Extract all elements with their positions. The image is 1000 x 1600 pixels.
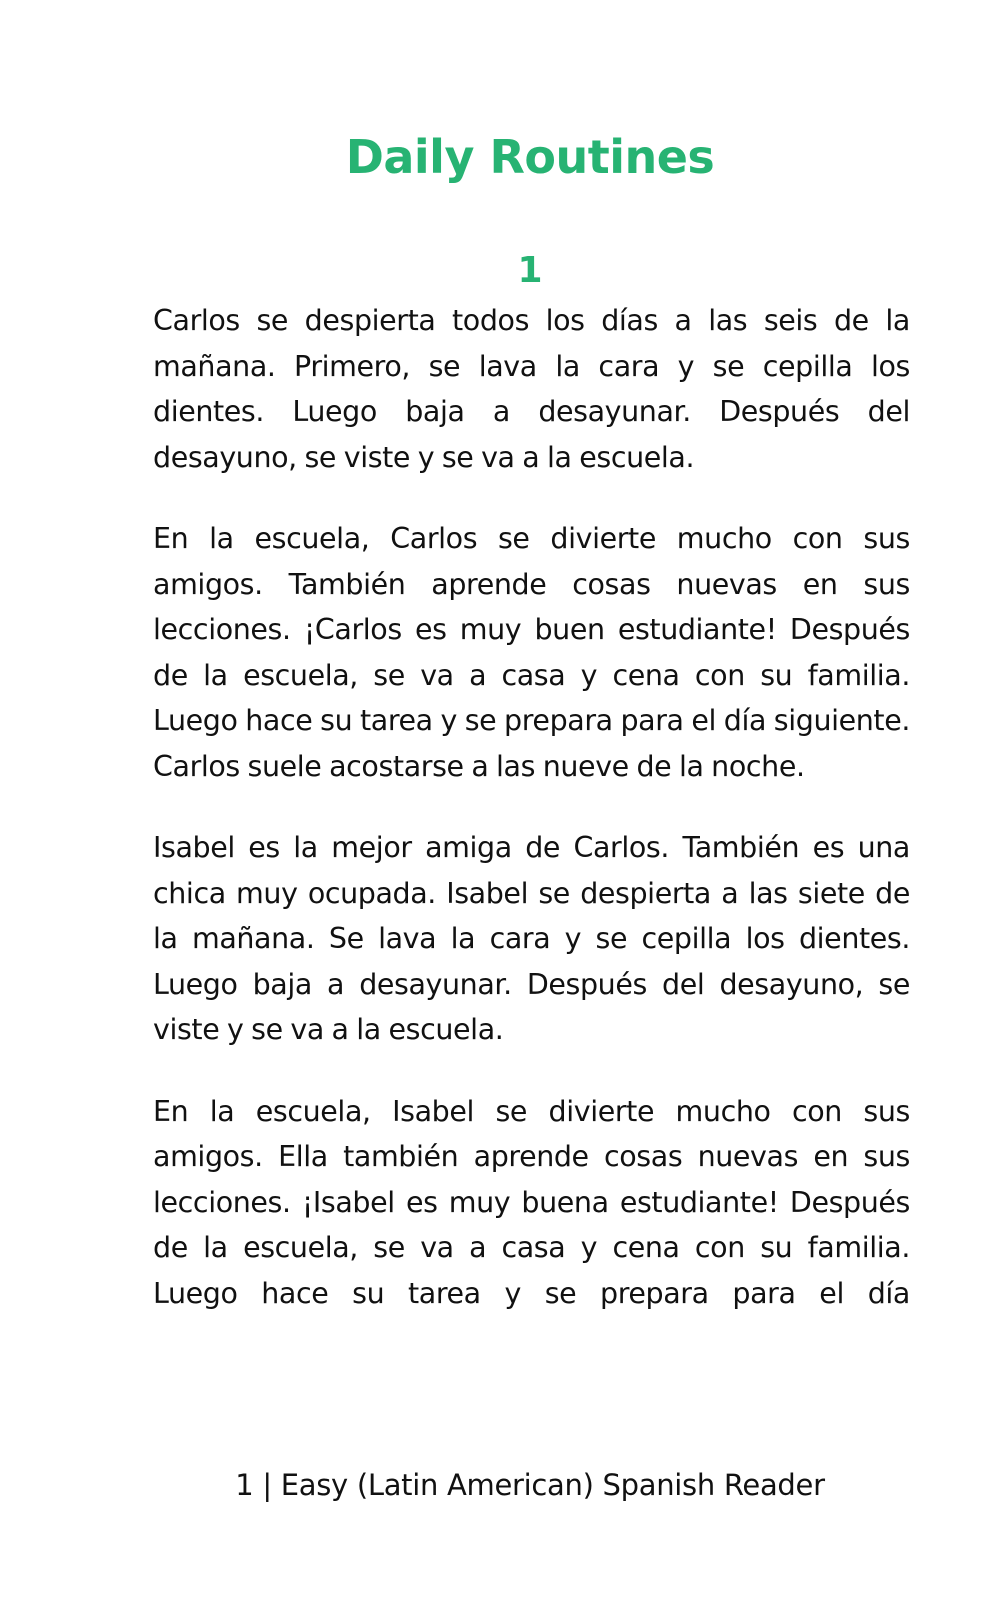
paragraph: Carlos se despierta todos los días a las seis de la mañana. Primero, se lava la cara y se cepilla los dientes. Luego baja a desayunar. Después del desayuno, se viste y se va a la escuela. (153, 304, 910, 474)
paragraph: En la escuela, Isabel se divierte mucho con sus amigos. Ella también aprende cosas nuevas en sus lecciones. ¡Isabel es muy buena estudiante! Después de la escuela, se va a casa y cena con su familia. Luego hace su tarea y se prepara para el día (153, 1094, 910, 1310)
paragraph: Isabel es la mejor amiga de Carlos. También es una chica muy ocupada. Isabel se despierta a las siete de la mañana. Se lava la cara y se cepilla los dientes. Luego baja a desayunar. Después del desayuno, se viste y se va a la escuela. (153, 831, 910, 1046)
chapter-number: 1 (517, 250, 543, 291)
story-body (153, 298, 910, 1352)
page-footer: 1 | Easy (Latin American) Spanish Reader (235, 1468, 825, 1502)
paragraph: En la escuela, Carlos se divierte mucho con sus amigos. También aprende cosas nuevas en sus lecciones. ¡Carlos es muy buen estudiante! Después de la escuela, se va a casa y cena con su familia. Luego hace su tarea y se prepara para el día siguiente. Carlos suele acostarse a las nueve de la noche. (153, 522, 910, 783)
page-title: Daily Routines (345, 130, 715, 184)
